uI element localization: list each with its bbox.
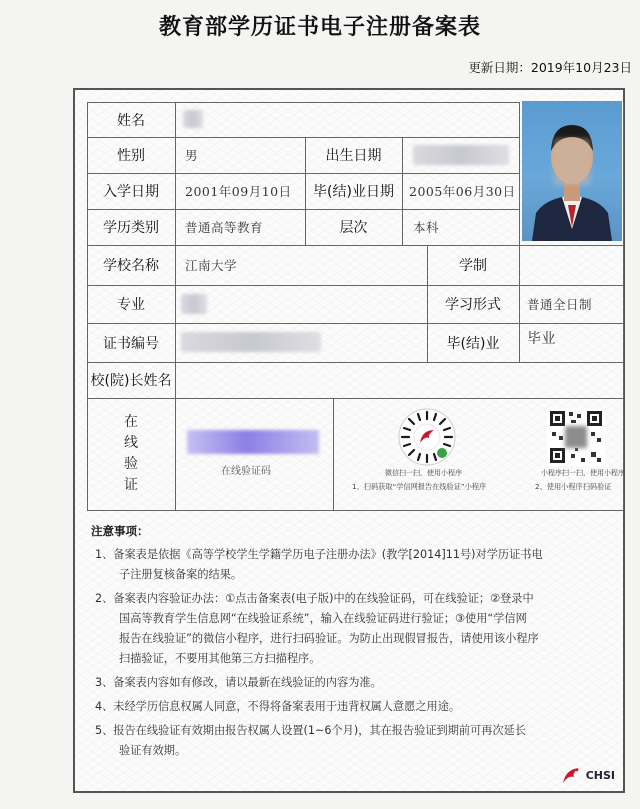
verification-code-link[interactable] (187, 430, 319, 454)
label-graduation-date: 毕(结)业日期 (313, 184, 394, 200)
label-gender: 性别 (117, 148, 145, 164)
value-study-form: 普通全日制 (527, 297, 593, 312)
value-enroll-date: 2001年09月10日 (185, 184, 292, 199)
qr2-step: 2、使用小程序扫码验证 (535, 482, 612, 491)
redacted-name (183, 110, 203, 128)
label-enroll-date: 入学日期 (103, 184, 159, 200)
label-study-form: 学习形式 (445, 297, 501, 313)
label-birth-date: 出生日期 (325, 148, 382, 164)
label-name: 姓名 (117, 112, 145, 129)
value-level: 本科 (413, 220, 440, 235)
note-line: 报告在线验证”的微信小程序，进行扫码验证。为防止出现假冒报告，请使用该小程序 (119, 632, 539, 645)
label-major: 专业 (117, 297, 145, 313)
scan-qr-icon (547, 408, 605, 470)
verification-code-caption: 在线验证码 (221, 466, 271, 477)
label-duration: 学制 (459, 258, 487, 274)
label-degree-type: 学历类别 (103, 220, 159, 236)
value-school: 江南大学 (185, 258, 238, 273)
value-grad-status: 毕业 (527, 331, 556, 347)
chsi-bird-icon (561, 765, 583, 785)
redacted-major (181, 294, 207, 314)
note-line: 国高等教育学生信息网“在线验证系统”，输入在线验证码进行验证；③使用“学信网 (119, 612, 527, 625)
document-title: 教育部学历证书电子注册备案表 (158, 15, 481, 40)
label-president: 校(院)长姓名 (90, 373, 172, 389)
label-cert-no: 证书编号 (103, 335, 159, 352)
note-line: 5、报告在线验证有效期由报告权属人设置(1~6个月)，其在报告验证到期前可再次延长 (95, 724, 527, 737)
note-line: 1、备案表是依据《高等学校学生学籍学历电子注册办法》(教学[2014]11号)对学历证书电 (95, 548, 543, 561)
redacted-birth-date (413, 145, 509, 165)
update-date: 更新日期：2019年10月23日 (468, 60, 632, 75)
student-photo (522, 101, 622, 241)
qr2-caption: 小程序扫一扫，使用小程序 (541, 469, 625, 477)
record-sheet (73, 88, 625, 793)
label-online-verify: 在 线 验 证 (124, 414, 138, 493)
label-grad-status: 毕(结)业 (446, 335, 500, 352)
note-line: 4、未经学历信息权属人同意，不得将备案表用于违背权属人意愿之用途。 (95, 700, 461, 713)
note-line: 2、备案表内容验证办法：①点击备案表(电子版)中的在线验证码，可在线验证；②登录中 (95, 592, 534, 605)
person-silhouette-icon (522, 101, 622, 241)
value-degree-type: 普通高等教育 (185, 220, 264, 235)
mini-program-qr-icon (398, 408, 456, 470)
redacted-cert-no (181, 332, 321, 352)
note-line: 扫描验证，不要用其他第三方扫描程序。 (119, 652, 321, 665)
note-line: 3、备案表内容如有修改，请以最新在线验证的内容为准。 (95, 676, 382, 689)
value-gender: 男 (185, 148, 199, 163)
qr1-caption: 微信扫一扫，使用小程序 (385, 469, 462, 477)
value-graduation-date: 2005年06月30日 (409, 184, 516, 199)
chsi-logo: CHSI (561, 765, 615, 785)
label-school: 学校名称 (103, 258, 159, 274)
label-level: 层次 (339, 220, 368, 236)
notes-heading: 注意事项： (91, 524, 149, 538)
note-line: 验证有效期。 (119, 744, 187, 757)
note-line: 子注册复核备案的结果。 (119, 568, 243, 581)
qr1-step: 1、扫码获取“学信网报告在线验证”小程序 (352, 482, 487, 491)
